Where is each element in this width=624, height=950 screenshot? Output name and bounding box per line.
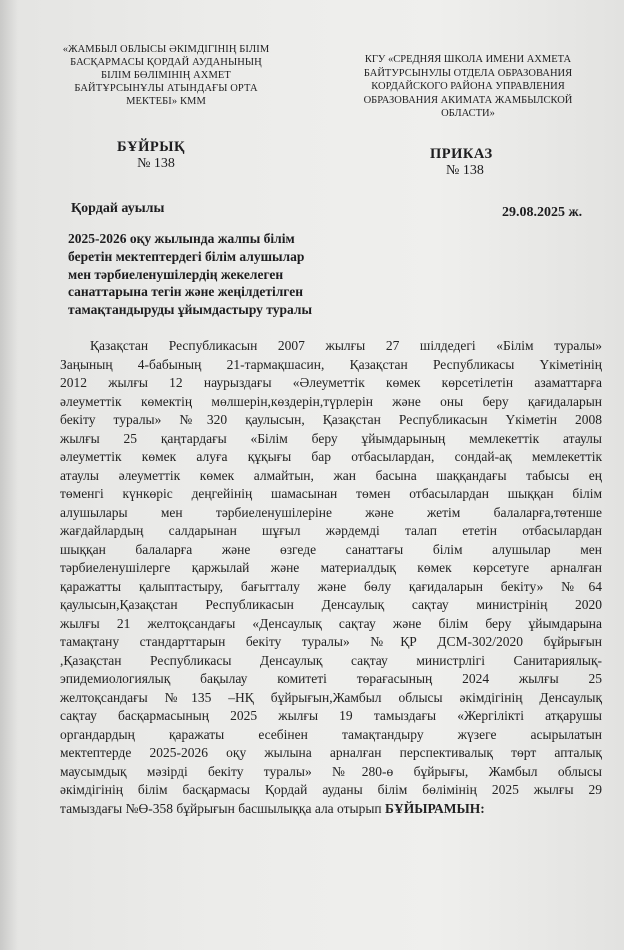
order-title-kazakh: БҰЙРЫҚ: [117, 139, 185, 155]
header-right-line: ОБЛАСТИ»: [441, 108, 495, 119]
body-line: Қазақстан Республикасын 2007 жылғы 27 шілдедегі «Білім туралы»: [90, 338, 602, 353]
body-last-line-text: тамыздағы №Ө-358 бұйрығын басшылыққа ала отырып: [60, 800, 386, 816]
body-line: атаулы әлеуметтік көмек алмайтын, жан басына шаққандағы табысы ең: [60, 467, 602, 483]
header-left-organization: [40, 43, 292, 108]
body-line: әлеуметтік көмек алуға құқығы бар отбасылардан, сондай-ақ мемлекеттік: [60, 449, 602, 464]
order-title-russian: ПРИКАЗ: [430, 146, 493, 162]
body-line: алушылары мен тәрбиеленушілеріне және жетім балаларға,төтенше: [60, 504, 602, 520]
subject-line: беретін мектептердегі білім алушылар: [68, 248, 305, 264]
header-right-line: БАЙТУРСЫНУЛЫ ОТДЕЛА ОБРАЗОВАНИЯ: [363, 67, 573, 79]
order-subject: [68, 230, 378, 319]
header-right-organization: [324, 53, 612, 121]
issue-date: 29.08.2025 ж.: [502, 205, 583, 220]
header-right-line: ОБРАЗОВАНИЯ АКИМАТА ЖАМБЫЛСКОЙ: [363, 94, 573, 106]
subject-line: санаттарына тегін және жеңілдетілген: [68, 284, 304, 300]
body-line: 2012 жылғы 12 наурыздағы «Әлеуметтік көмек көрсетілетін азаматтарға: [60, 375, 602, 390]
body-line: бекіту туралы» №320 қаулысын, Қазақстан Республикасын Үкіметін 2008: [60, 412, 602, 427]
header-left-line: БІЛІМ БӨЛІМІНІҢ АХМЕТ: [101, 70, 231, 81]
order-number-kazakh: № 138: [137, 156, 175, 171]
body-line: шыққан балаларға және өзгеде санаттағы білім алушылар мен: [60, 541, 602, 557]
subject-line: 2025-2026 оқу жылында жалпы білім: [68, 231, 295, 246]
place-of-issue: Қордай ауылы: [71, 201, 165, 216]
body-line: төменгі күнкөріс деңгейінің шамасынан төмен отбасылардан шыққан білім: [60, 486, 602, 501]
header-right-line: КГУ «СРЕДНЯЯ ШКОЛА ИМЕНИ АХМЕТА: [364, 54, 572, 65]
body-line: желтоқсандағы №135 –НҚ бұйрығын,Жамбыл облысы әкімдігінің Денсаулық: [60, 689, 602, 705]
subject-line: тамақтандыруды ұйымдастыру туралы: [68, 302, 313, 318]
body-line: ,Қазақстан Республикасы Денсаулық сақтау министрлігі Санитариялық-: [60, 652, 602, 668]
body-line: органдардың қаражаты есебінен тамақтандыру жүзеге асырылатын: [60, 726, 602, 742]
order-directive-word: БҰЙЫРАМЫН:: [385, 800, 485, 816]
body-line: қаулысын,Қазақстан Республикасын Денсаулық сақтау министрінің 2020: [60, 597, 602, 612]
body-line: Заңының 4-бабының 21-тармақшасин, Қазақстан Республикасы Үкіметінің: [60, 356, 602, 372]
body-line: тәрбиеленушілерге қаржылай және материалдық көмек көрсетуге арналған: [60, 560, 602, 575]
body-last-line: [60, 800, 602, 819]
order-body-text: [60, 337, 602, 818]
body-line: қаражатты қалыптастыру, бағытталу және бөлу қағидаларын бекіту» №64: [60, 578, 602, 594]
body-line: мектептерде 2025-2026 оқу жылына арналған перспективалық төрт апталық: [60, 745, 602, 760]
order-number-russian: № 138: [446, 163, 484, 178]
header-left-line: БАСҚАРМАСЫ ҚОРДАЙ АУДАНЫНЫҢ: [70, 57, 262, 68]
header-right-line: КОРДАЙСКОГО РАЙОНА УПРАВЛЕНИЯ: [371, 81, 565, 92]
header-left-line: БАЙТҰРСЫНҰЛЫ АТЫНДАҒЫ ОРТА: [74, 83, 258, 94]
header-left-line: «ЖАМБЫЛ ОБЛЫСЫ ӘКІМДІГІНІҢ БІЛІМ: [62, 44, 270, 55]
header-left-line: МЕКТЕБІ» КММ: [126, 96, 206, 107]
body-line: эпидемиологиялық бақылау комитеті төрағасының 2024 жылғы 25: [60, 671, 602, 686]
body-line: сақтау басқармасының 2025 жылғы 19 тамыздағы «Жергілікті атқарушы: [60, 708, 602, 723]
body-line: маусымдық мәзірді бекіту туралы» №280-ө бұйрығы, Жамбыл облысы: [60, 763, 602, 779]
body-line: әлеуметтік көмектің мөлшерін,көздерін,түрлерін және оны беру қағидаларын: [60, 393, 602, 409]
page-edge-shadow: [0, 0, 18, 950]
body-line: жылғы 21 желтоқсандағы «Денсаулық сақтау және білім беру ұйымдарына: [60, 615, 602, 631]
body-line: тамақтану стандарттарын бекіту туралы» №ҚР ДСМ-302/2020 бұйрығын: [60, 634, 602, 649]
body-line: әкімдігінің білім басқармасы Қордай ауданы білім бөлімінің 2025 жылғы 29: [60, 782, 602, 797]
body-line: жағдайлардың салдарынан шұғыл жәрдемді талап ететін отбасылардан: [60, 523, 602, 538]
body-line: жылғы 25 қаңтардағы «Білім беру ұйымдарының мемлекеттік атаулы: [60, 430, 602, 446]
subject-line: мен тәрбиеленушілердің жекелеген: [68, 266, 284, 282]
